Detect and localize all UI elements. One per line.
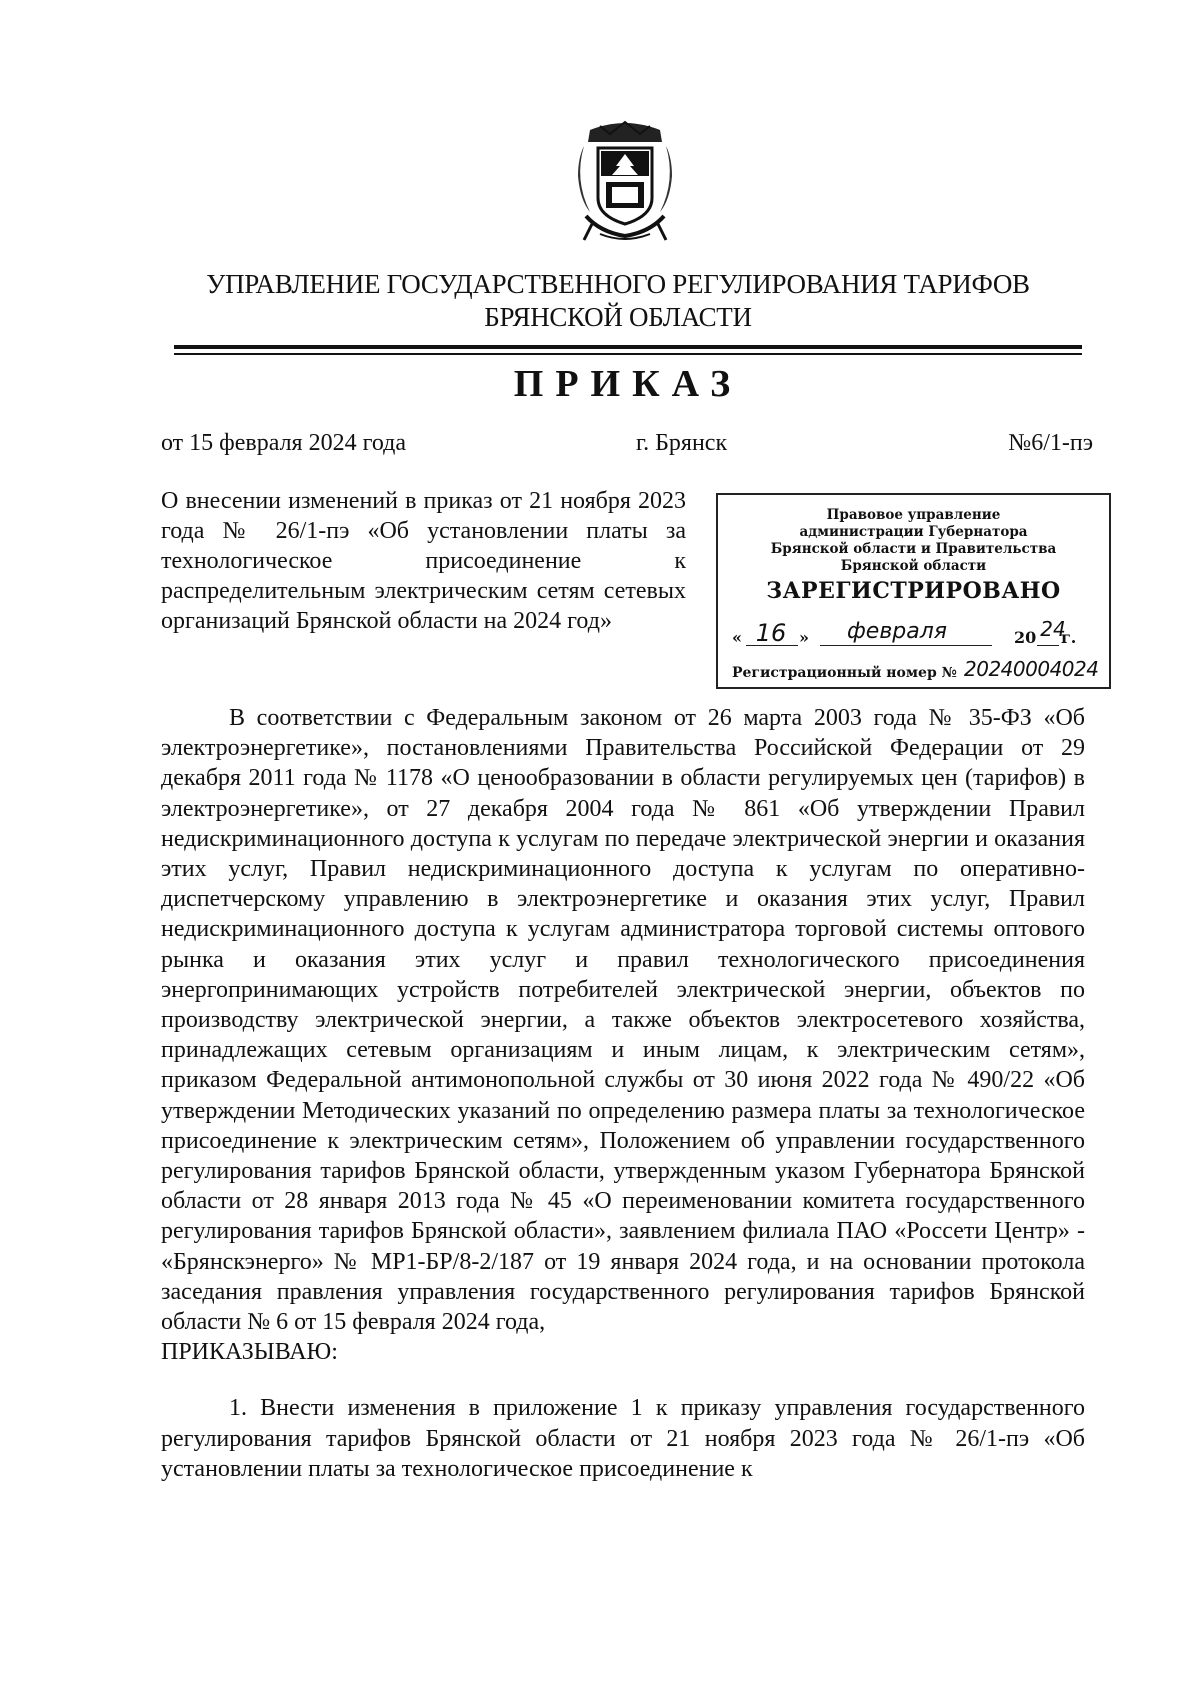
registration-stamp <box>716 493 1111 689</box>
stamp-year-underline <box>1037 645 1059 646</box>
stamp-line-2: администрации Губернатора <box>799 524 1028 540</box>
stamp-month-underline <box>820 645 992 646</box>
stamp-year-prefix: 20 <box>1014 628 1037 647</box>
stamp-handwritten-day: 16 <box>755 619 787 647</box>
stamp-handwritten-year: 24 <box>1040 617 1066 641</box>
document-date: от 15 февраля 2024 года <box>161 430 407 456</box>
header-rule-thin <box>174 353 1082 355</box>
stamp-quote-close: » <box>799 628 809 647</box>
stamp-date-row <box>732 617 1099 651</box>
document-number: №6/1-пэ <box>1008 430 1093 456</box>
header-rule-thick <box>174 345 1082 349</box>
organization-title-line-1: УПРАВЛЕНИЕ ГОСУДАРСТВЕННОГО РЕГУЛИРОВАНИЯ ТАРИФОВ <box>206 269 1030 299</box>
body-preamble: В соответствии с Федеральным законом от 26 марта 2003 года № 35-ФЗ «Об электроэнергетике», постановлениями Правительства Российской Федерации от 29 декабря 2011 года № 1178 «О ценообразовании в области регулируемых цен (тарифов) в электроэнергетике», от 27 декабря 2004 года № 861 «Об утверждении Правил недискриминационного доступа к услугам по передаче электрической энергии и оказания этих услуг, Правил недискриминационного доступа к услугам по оперативно-диспетчерскому управлению в электроэнергетике и оказания этих услуг, Правил недискриминационного доступа к услугам администратора торговой системы оптового рынка и оказания этих услуг и правил технологического присоединения энергопринимающих устройств потребителей электрической энергии, объектов по производству электрической энергии, а также объектов электросетевого хозяйства, принадлежащих сетевым организациям и иным лицам, к электрическим сетям», приказом Федеральной антимонопольной службы от 30 июня 2022 года № 490/22 «Об утверждении Методических указаний по определению размера платы за технологическое присоединение к электрическим сетям», Положением об управлении государственного регулирования тарифов Брянской области, утвержденным указом Губернатора Брянской области от 28 января 2013 года № 45 «О переименовании комитета государственного регулирования тарифов Брянской области», заявлением филиала ПАО «Россети Центр» - «Брянскэнерго» № МР1-БР/8-2/187 от 19 января 2024 года, и на основании протокола заседания правления управления государственного регулирования тарифов Брянской области № 6 от 15 февраля 2024 года, <box>161 705 1085 1336</box>
body-order-word: ПРИКАЗЫВАЮ: <box>161 1339 338 1366</box>
stamp-registration-number-row <box>732 657 1101 685</box>
organization-title <box>150 268 1086 334</box>
stamp-day-underline <box>746 645 798 646</box>
document-city: г. Брянск <box>636 430 728 456</box>
document-subject: О внесении изменений в приказ от 21 ноября 2023 года № 26/1-пэ «Об установлении платы за технологическое присоединение к распределительным электрическим сетям сетевых организаций Брянской области на 2024 год» <box>161 488 686 634</box>
coat-of-arms-emblem <box>570 120 680 244</box>
stamp-year-unit: г. <box>1061 628 1077 647</box>
stamp-handwritten-month: февраля <box>846 619 948 644</box>
stamp-registered-label: ЗАРЕГИСТРИРОВАНО <box>766 578 1061 604</box>
document-type-title: ПРИКАЗ <box>513 363 743 405</box>
stamp-quote-open: « <box>732 628 742 647</box>
organization-title-line-2: БРЯНСКОЙ ОБЛАСТИ <box>484 302 752 332</box>
stamp-handwritten-registration-number: 20240004024 <box>964 657 1099 681</box>
stamp-line-4: Брянской области <box>840 558 987 574</box>
stamp-line-1: Правовое управление <box>826 507 1001 523</box>
stamp-registration-number-label: Регистрационный номер № <box>732 665 957 681</box>
body-item-1: 1. Внести изменения в приложение 1 к приказу управления государственного регулирования тарифов Брянской области от 21 ноября 2023 года № 26/1-пэ «Об установлении платы за технологическое присоединение к <box>161 1395 1085 1482</box>
stamp-line-3: Брянской области и Правительства <box>770 541 1057 557</box>
document-body <box>161 703 1085 1484</box>
